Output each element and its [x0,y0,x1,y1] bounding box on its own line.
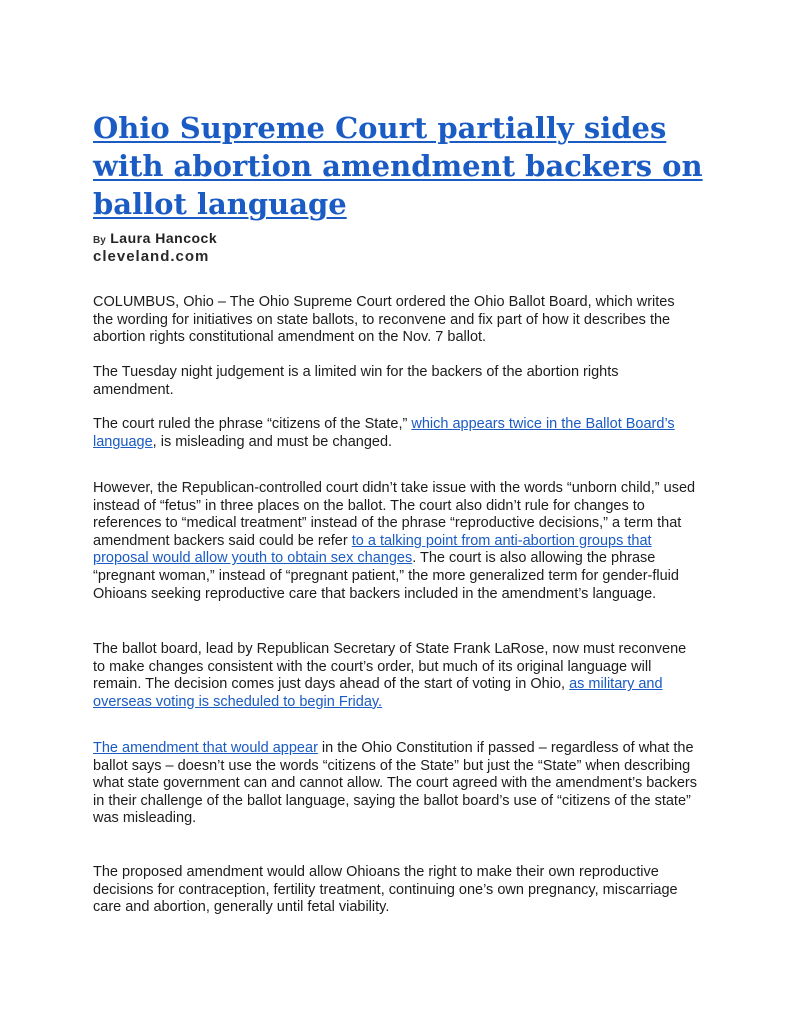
paragraph-3 [93,416,698,451]
paragraph-5 [93,641,698,711]
article-headline-link[interactable]: Ohio Supreme Court partially sides with abortion amendment backers on ballot language [93,111,703,221]
paragraph-4 [93,480,698,603]
military-overseas-voting-link[interactable]: as military and overseas voting is scheduled to begin Friday. [93,676,663,710]
ballot-board-language-link[interactable]: which appears twice in the Ballot Board’s language [93,416,675,450]
byline [93,230,217,248]
byline-prefix: By [93,235,106,246]
paragraph-3-text-before: The court ruled the phrase “citizens of the State,” [93,416,412,432]
paragraph-7: The proposed amendment would allow Ohioans the right to make their own reproductive decisions for contraception, fertility treatment, continuing one’s own pregnancy, miscarriage care and abortion, generally until fetal viability. [93,864,678,916]
author-name: Laura Hancock [110,230,218,246]
publication-source: cleveland.com [93,248,210,265]
amendment-text-link[interactable]: The amendment that would appear [93,740,318,756]
paragraph-6-text-after: in the Ohio Constitution if passed – regardless of what the ballot says – doesn’t use the words “citizens of the State” but just the “State” when describing what state government can and cannot allow. The court agreed with the amendment’s backers in their challenge of the ballot language, saying the ballot board’s use of “citizens of the state” was misleading. [93,740,697,827]
paragraph-3-text-after: , is misleading and must be changed. [152,433,393,450]
paragraph-4-text-before: However, the Republican-controlled court didn’t take issue with the words “unborn child,” used instead of “fetus” in three places on the ballot. The court also didn’t rule for changes to references to “medical treatment” instead of the phrase “reproductive decisions,” a term that amendment backers said could be refer [93,480,696,549]
paragraph-5-text-before: The ballot board, lead by Republican Secretary of State Frank LaRose, now must reconvene to make changes consistent with the court’s order, but much of its original language will remain. The decision comes just days ahead of the start of voting in Ohio, [93,641,687,693]
paragraph-4-text-after: . The court is also allowing the phrase “pregnant woman,” instead of “pregnant patient,” the more generalized term for gender-fluid Ohioans seeking reproductive care that backers included in the amendment’s language. [93,550,679,602]
talking-point-link[interactable]: to a talking point from anti-abortion groups that proposal would allow youth to obtain sex changes [93,532,652,567]
paragraph-1: COLUMBUS, Ohio – The Ohio Supreme Court ordered the Ohio Ballot Board, which writes the wording for initiatives on state ballots, to reconvene and fix part of how it describes the abortion rights constitutional amendment on the Nov. 7 ballot. [93,294,675,346]
paragraph-2: The Tuesday night judgement is a limited win for the backers of the abortion rights amendment. [93,364,619,398]
paragraph-6 [93,740,698,828]
